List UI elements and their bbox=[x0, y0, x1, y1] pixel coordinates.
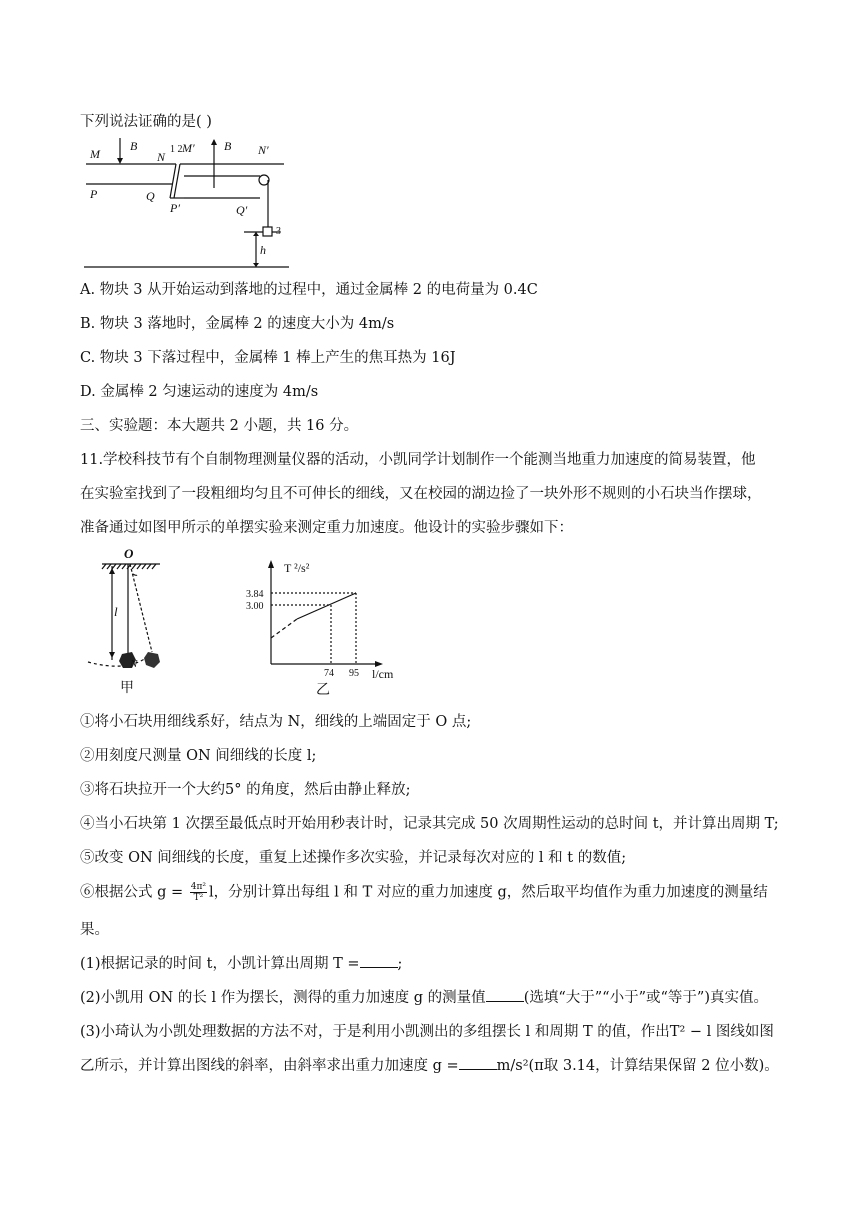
label-M: M bbox=[90, 147, 100, 161]
q11-para-line1: 11.学校科技节有个自制物理测量仪器的活动，小凯同学计划制作一个能测当地重力加速度的简易装置，他 bbox=[80, 452, 756, 468]
q11-para-line3: 准备通过如图甲所示的单摆实验来测定重力加速度。他设计的实验步骤如下： bbox=[80, 520, 573, 536]
label-O: O bbox=[124, 546, 134, 561]
option-c: C. 物块 3 下落过程中，金属棒 1 棒上产生的焦耳热为 16J bbox=[80, 350, 456, 366]
formula-denominator: T² bbox=[193, 893, 204, 903]
sub-question-2 bbox=[80, 988, 768, 1008]
q10-intro: 下列说法证确的是( ) bbox=[80, 114, 212, 130]
answer-blank-2[interactable] bbox=[486, 1001, 524, 1002]
answer-blank-1[interactable] bbox=[360, 967, 398, 968]
step-3: ③将石块拉开一个大约5° 的角度，然后由静止释放; bbox=[80, 782, 411, 798]
option-d: D. 金属棒 2 匀速运动的速度为 4m/s bbox=[80, 384, 319, 400]
step-2: ②用刻度尺测量 ON 间细线的长度 l; bbox=[80, 748, 317, 764]
x-tick-74: 74 bbox=[324, 668, 334, 679]
figure-jia-pendulum bbox=[80, 544, 190, 696]
label-N: N bbox=[157, 150, 166, 164]
label-Q: Q bbox=[146, 189, 155, 203]
sub1-prefix: (1)根据记录的时间 t，小凯计算出周期 T = bbox=[80, 956, 360, 972]
label-P: P bbox=[90, 187, 98, 201]
label-B2: B bbox=[224, 139, 232, 153]
answer-blank-3[interactable] bbox=[459, 1069, 497, 1070]
step-6 bbox=[80, 882, 768, 903]
option-a: A. 物块 3 从开始运动到落地的过程中，通过金属棒 2 的电荷量为 0.4C bbox=[80, 282, 538, 298]
label-h: h bbox=[260, 243, 266, 257]
sub1-suffix: ; bbox=[397, 956, 403, 972]
y-axis-label: T ²/s² bbox=[284, 561, 310, 575]
label-N-knot: N bbox=[130, 658, 138, 670]
rails-figure bbox=[84, 134, 294, 274]
step-5: ⑤改变 ON 间细线的长度，重复上述操作多次实验，并记录每次对应的 l 和 t 的数值; bbox=[80, 850, 627, 866]
x-axis-label: l/cm bbox=[372, 667, 394, 681]
caption-yi: 乙 bbox=[316, 683, 330, 698]
q11-para-line2: 在实验室找到了一段粗细均匀且不可伸长的细线，又在校园的湖边捡了一块外形不规则的小石块当作摆球， bbox=[80, 486, 762, 502]
label-Pp: P′ bbox=[170, 201, 180, 215]
sub2-suffix: (选填“大于”“小于”或“等于”)真实值。 bbox=[523, 990, 768, 1006]
sub-question-3-line1: (3)小琦认为小凯处理数据的方法不对，于是利用小凯测出的多组摆长 l 和周期 T 的值，作出T² − l 图线如图 bbox=[80, 1024, 774, 1040]
sub-question-3-line2 bbox=[80, 1056, 779, 1076]
option-b: B. 物块 3 落地时，金属棒 2 的速度大小为 4m/s bbox=[80, 316, 395, 332]
label-3: 3 bbox=[276, 226, 281, 237]
label-l: l bbox=[114, 604, 118, 619]
step-4: ④当小石块第 1 次摆至最低点时开始用秒表计时，记录其完成 50 次周期性运动的总时间 t，并计算出周期 T; bbox=[80, 816, 779, 832]
step-1: ①将小石块用细线系好，结点为 N，细线的上端固定于 O 点; bbox=[80, 714, 472, 730]
step-6-continued: 果。 bbox=[80, 922, 109, 938]
sub3-suffix: m/s²(π取 3.14，计算结果保留 2 位小数)。 bbox=[496, 1058, 779, 1074]
formula-numerator: 4π² bbox=[190, 882, 207, 892]
section-3-heading: 三、实验题：本大题共 2 小题，共 16 分。 bbox=[80, 418, 359, 434]
step-6-prefix: ⑥根据公式 g = bbox=[80, 884, 184, 901]
y-tick-3-84: 3.84 bbox=[246, 589, 264, 600]
sub2-prefix: (2)小凯用 ON 的长 l 作为摆长，测得的重力加速度 g 的测量值 bbox=[80, 990, 486, 1006]
figure-yi-graph bbox=[244, 556, 414, 698]
step-6-suffix: l，分别计算出每组 l 和 T 对应的重力加速度 g，然后取平均值作为重力加速度的测量结 bbox=[209, 884, 768, 901]
sub-question-1 bbox=[80, 954, 402, 974]
label-B1: B bbox=[130, 139, 138, 153]
caption-jia: 甲 bbox=[120, 681, 134, 696]
y-tick-3-00: 3.00 bbox=[246, 601, 264, 612]
label-Qp: Q′ bbox=[236, 203, 248, 217]
label-Np: N′ bbox=[258, 143, 269, 157]
formula-fraction bbox=[190, 882, 207, 903]
x-tick-95: 95 bbox=[349, 668, 359, 679]
label-1-2: 1 2 bbox=[170, 144, 183, 155]
sub3-prefix: 乙所示，并计算出图线的斜率，由斜率求出重力加速度 g = bbox=[80, 1058, 459, 1074]
label-Mp: M′ bbox=[182, 141, 195, 155]
